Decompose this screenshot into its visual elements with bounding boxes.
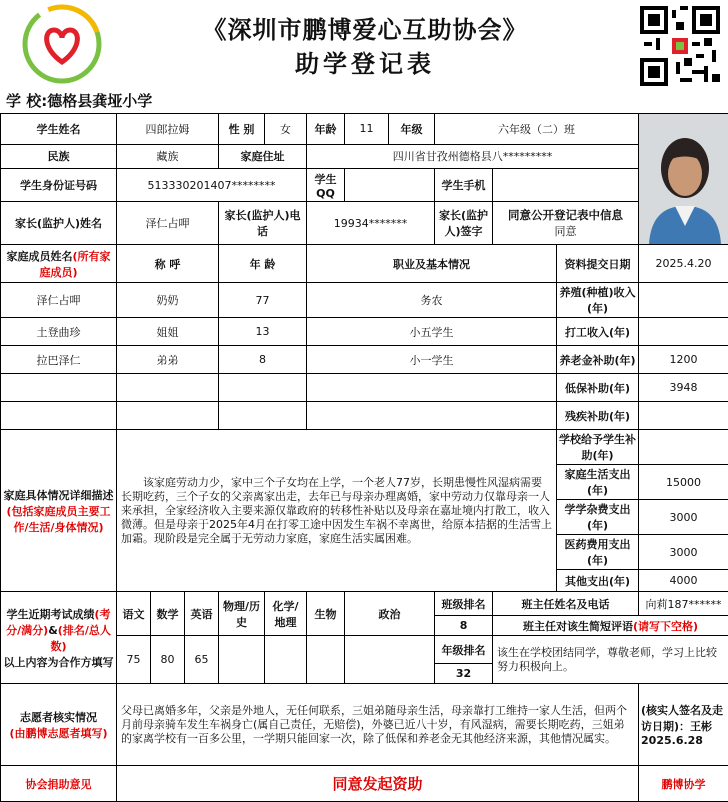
member-relation: 奶奶: [117, 283, 219, 318]
member-relation: 弟弟: [117, 346, 219, 374]
association-logo-icon: [22, 4, 102, 84]
table-row: [1, 346, 728, 374]
guardian-name-value: 泽仁占呷: [117, 202, 219, 245]
qr-code-icon: [640, 6, 720, 86]
table-row: [1, 374, 728, 402]
table-row: [1, 283, 728, 318]
score-value: [265, 636, 307, 684]
family-situation-text: 该家庭劳动力少，家中三个子女均在上学，一个老人77岁，长期患慢性风湿病需要长期吃药，三个子女的父亲离家出走，去年已与母亲办理离婚，家中劳动力仅靠母亲一人来承担，全家经济收入主要来源仅靠政府的转移性补贴以及母亲在嘉址境内打散工，收入微薄。但是母亲于2025年4月在打零工途中因发生车祸不幸离世，给原本拮据的生活雪上加霜。现阶段是完全属于无劳动力家庭，家庭生活实属困难。: [117, 430, 557, 592]
consent-value: 同意: [495, 223, 636, 239]
member-name: 拉巴泽仁: [1, 346, 117, 374]
score-value: [307, 636, 345, 684]
score-value: [219, 636, 265, 684]
org-signature: 鹏博协学: [639, 766, 728, 802]
table-row: [1, 402, 728, 430]
members-header-relation: 称 呼: [117, 245, 219, 283]
volunteer-text: 父母已离婚多年，父亲是外地人，无任何联系，三姐弟随母亲生活，母亲靠打工维持一家人生活，但两个月前母亲骑车发生车祸身亡(属自己责任，无赔偿)，外婆已近八十岁，有风湿病，需要长期吃药，三姐弟的家离学校有一百多公里，一学期只能回家一次，除了低保和养老金无其他经济来源，其他情况属实。: [117, 684, 639, 766]
disability-label: 残疾补助(年): [557, 402, 639, 430]
member-age: 8: [219, 346, 307, 374]
student-qq-label: 学生QQ: [307, 169, 345, 202]
form-title: 助学登记表: [150, 44, 580, 79]
member-job: 务农: [307, 283, 557, 318]
verifier-signature: (核实人签名及走访日期)：王彬 2025.6.28: [639, 684, 728, 766]
family-situation-label: 家庭具体情况详细描述(包括家庭成员主要工作/生活/身体情况): [1, 430, 117, 592]
address-label: 家庭住址: [219, 144, 307, 169]
student-name-label: 学生姓名: [1, 114, 117, 145]
living-expense-value: 15000: [639, 465, 728, 500]
subject-header: 生物: [307, 592, 345, 636]
student-phone-value: [493, 169, 639, 202]
teacher-comment: 该生在学校团结同学，尊敬老师，学习上比较努力积极向上。: [493, 636, 728, 684]
members-header-age: 年 龄: [219, 245, 307, 283]
living-expense-label: 家庭生活支出(年): [557, 465, 639, 500]
subject-header: 数学: [151, 592, 185, 636]
work-income-label: 打工收入(年): [557, 318, 639, 346]
school-aid-value: [639, 430, 728, 465]
farming-income-label: 养殖(种植)收入(年): [557, 283, 639, 318]
submit-date-value: 2025.4.20: [639, 245, 728, 283]
guardian-name-label: 家长(监护人)姓名: [1, 202, 117, 245]
ethnicity-value: 藏族: [117, 144, 219, 169]
table-row: [1, 318, 728, 346]
grade-value: 六年级（二）班: [435, 114, 639, 145]
member-job: 小一学生: [307, 346, 557, 374]
student-qq-value: [345, 169, 435, 202]
subject-header: 物理/历史: [219, 592, 265, 636]
subject-header: 英语: [185, 592, 219, 636]
subject-header: 语文: [117, 592, 151, 636]
member-job: 小五学生: [307, 318, 557, 346]
association-title: 《深圳市鹏博爱心互助协会》: [150, 10, 580, 45]
teacher-label: 班主任姓名及电话: [493, 592, 639, 616]
score-value: 80: [151, 636, 185, 684]
score-value: 75: [117, 636, 151, 684]
student-phone-label: 学生手机: [435, 169, 493, 202]
medical-expense-value: 3000: [639, 535, 728, 570]
members-header-name: 家庭成员姓名(所有家庭成员): [1, 245, 117, 283]
member-name: 土登曲珍: [1, 318, 117, 346]
registration-form-table: [0, 113, 728, 802]
dibao-value: 3948: [639, 374, 728, 402]
score-value: 65: [185, 636, 219, 684]
student-photo: [639, 114, 728, 245]
subject-header: 政治: [345, 592, 435, 636]
gender-value: 女: [265, 114, 307, 145]
member-relation: 姐姐: [117, 318, 219, 346]
consent-label: 同意公开登记表中信息: [495, 207, 636, 223]
submit-date-label: 资料提交日期: [557, 245, 639, 283]
grade-rank-value: 32: [435, 664, 493, 684]
volunteer-label: 志愿者核实情况 (由鹏博志愿者填写): [1, 684, 117, 766]
age-value: 11: [345, 114, 389, 145]
members-header-job: 职业及基本情况: [307, 245, 557, 283]
other-expense-label: 其他支出(年): [557, 570, 639, 592]
grade-label: 年级: [389, 114, 435, 145]
class-rank-label: 班级排名: [435, 592, 493, 616]
grade-rank-label: 年级排名: [435, 636, 493, 664]
school-name: 学 校:德格县龚垭小学: [6, 90, 152, 111]
pension-label: 养老金补助(年): [557, 346, 639, 374]
subject-header: 化学/地理: [265, 592, 307, 636]
donation-opinion-value: 同意发起资助: [117, 766, 639, 802]
age-label: 年龄: [307, 114, 345, 145]
other-expense-value: 4000: [639, 570, 728, 592]
teacher-value: 向莉187******: [639, 592, 728, 616]
student-name-value: 四郎拉姆: [117, 114, 219, 145]
class-rank-value: 8: [435, 616, 493, 636]
score-value: [345, 636, 435, 684]
dibao-label: 低保补助(年): [557, 374, 639, 402]
comment-label: 班主任对该生简短评语(请写下空格): [493, 616, 728, 636]
guardian-phone-value: 19934*******: [307, 202, 435, 245]
farming-income-value: [639, 283, 728, 318]
disability-value: [639, 402, 728, 430]
donation-opinion-label: 协会捐助意见: [1, 766, 117, 802]
exam-label: 学生近期考试成绩(考分/满分)&(排名/总人数) 以上内容为合作方填写: [1, 592, 117, 684]
student-id-label: 学生身份证号码: [1, 169, 117, 202]
address-value: 四川省甘孜州德格县八*********: [307, 144, 639, 169]
student-photo-icon: [639, 114, 728, 244]
student-id-value: 513330201407********: [117, 169, 307, 202]
work-income-value: [639, 318, 728, 346]
pension-value: 1200: [639, 346, 728, 374]
ethnicity-label: 民族: [1, 144, 117, 169]
guardian-phone-label: 家长(监护人)电话: [219, 202, 307, 245]
school-fees-label: 学学杂费支出(年): [557, 500, 639, 535]
medical-expense-label: 医药费用支出(年): [557, 535, 639, 570]
member-name: 泽仁占呷: [1, 283, 117, 318]
document-header: [0, 0, 728, 90]
member-age: 13: [219, 318, 307, 346]
consent-cell: [493, 202, 639, 245]
guardian-sign-label: 家长(监护人)签字: [435, 202, 493, 245]
school-fees-value: 3000: [639, 500, 728, 535]
school-aid-label: 学校给予学生补助(年): [557, 430, 639, 465]
member-age: 77: [219, 283, 307, 318]
gender-label: 性 别: [219, 114, 265, 145]
